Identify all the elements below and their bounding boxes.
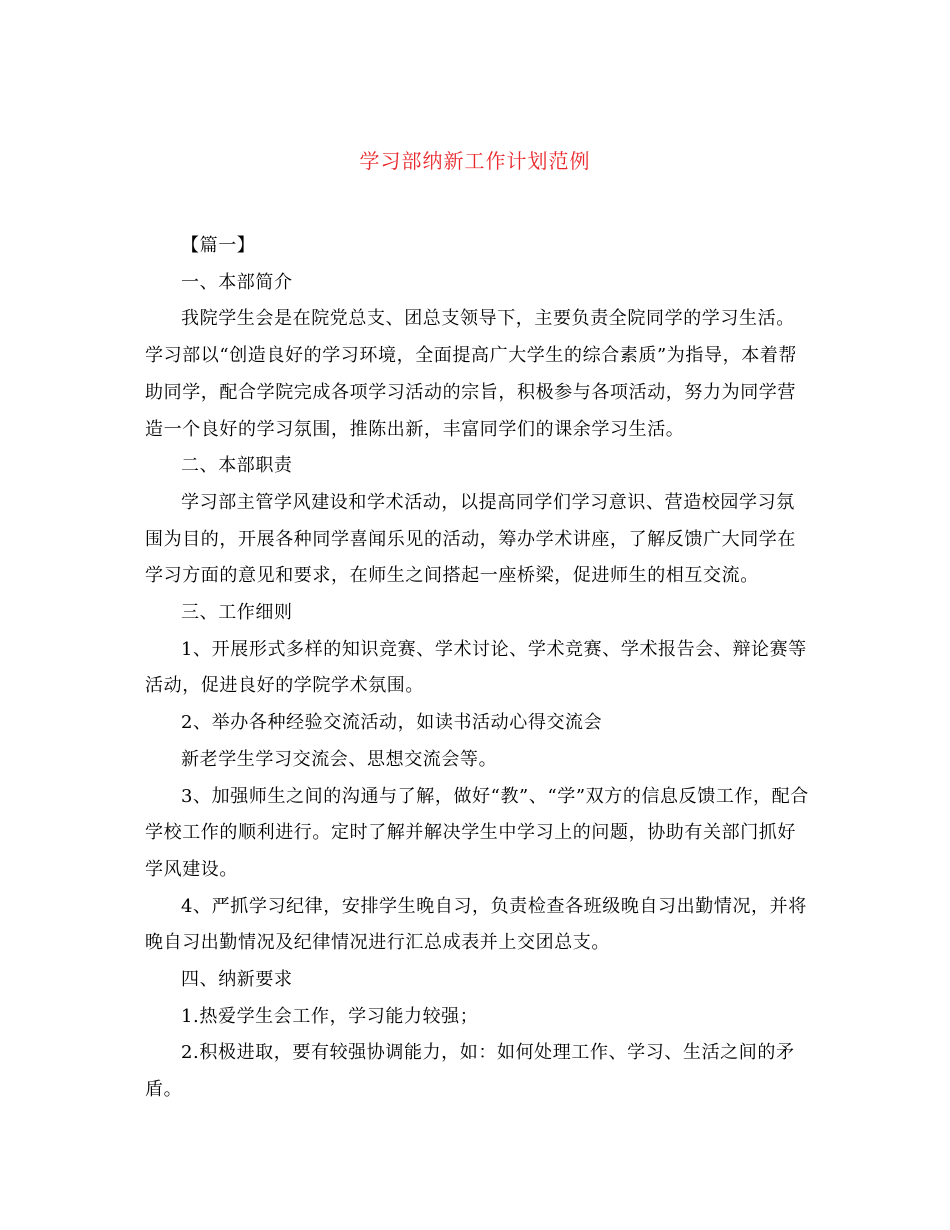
paragraph-duties: 学习部主管学风建设和学术活动，以提高同学们学习意识、营造校园学习氛围为目的，开展各种同学喜闻乐见的活动，筹办学术讲座，了解反馈广大同学在学习方面的意见和要求，在师生之间搭起一座桥梁，促进师生的相互交流。	[145, 491, 796, 587]
paragraph-requirement-2: 2.积极进取，要有较强协调能力，如：如何处理工作、学习、生活之间的矛盾。	[145, 1042, 795, 1101]
paragraph-intro: 我院学生会是在院党总支、团总支领导下，主要负责全院同学的学习生活。学习部以“创造良好的学习环境，全面提高广大学生的综合素质”为指导，本着帮助同学，配合学院完成各项学习活动的宗旨，积极参与各项活动，努力为同学营造一个良好的学习氛围，推陈出新，丰富同学们的课余学习生活。	[145, 308, 798, 440]
paragraph-rule-4: 4、严抓学习纪律，安排学生晚自习，负责检查各班级晚自习出勤情况，并将晚自习出勤情况及纪律情况进行汇总成表并上交团总支。	[145, 895, 807, 954]
paragraph-rule-2: 2、举办各种经验交流活动，如读书活动心得交流会	[181, 712, 603, 734]
document-title: 学习部纳新工作计划范例	[359, 149, 591, 173]
section-heading-3: 三、工作细则	[181, 602, 293, 624]
paragraph-rule-2-cont: 新老学生学习交流会、思想交流会等。	[181, 748, 498, 770]
section-heading-2: 二、本部职责	[181, 455, 293, 477]
section-marker: 【篇一】	[181, 235, 256, 256]
section-heading-1: 一、本部简介	[181, 271, 293, 293]
paragraph-requirement-1: 1.热爱学生会工作，学习能力较强；	[181, 1005, 479, 1027]
paragraph-rule-1: 1、开展形式多样的知识竞赛、学术讨论、学术竞赛、学术报告会、辩论赛等活动，促进良好的学院学术氛围。	[145, 638, 807, 697]
paragraph-rule-3: 3、加强师生之间的沟通与了解，做好“教”、“学”双方的信息反馈工作，配合学校工作的顺利进行。定时了解并解决学生中学习上的问题，协助有关部门抓好学风建设。	[145, 785, 809, 880]
section-heading-4: 四、纳新要求	[181, 969, 293, 991]
document-body	[145, 228, 811, 1109]
